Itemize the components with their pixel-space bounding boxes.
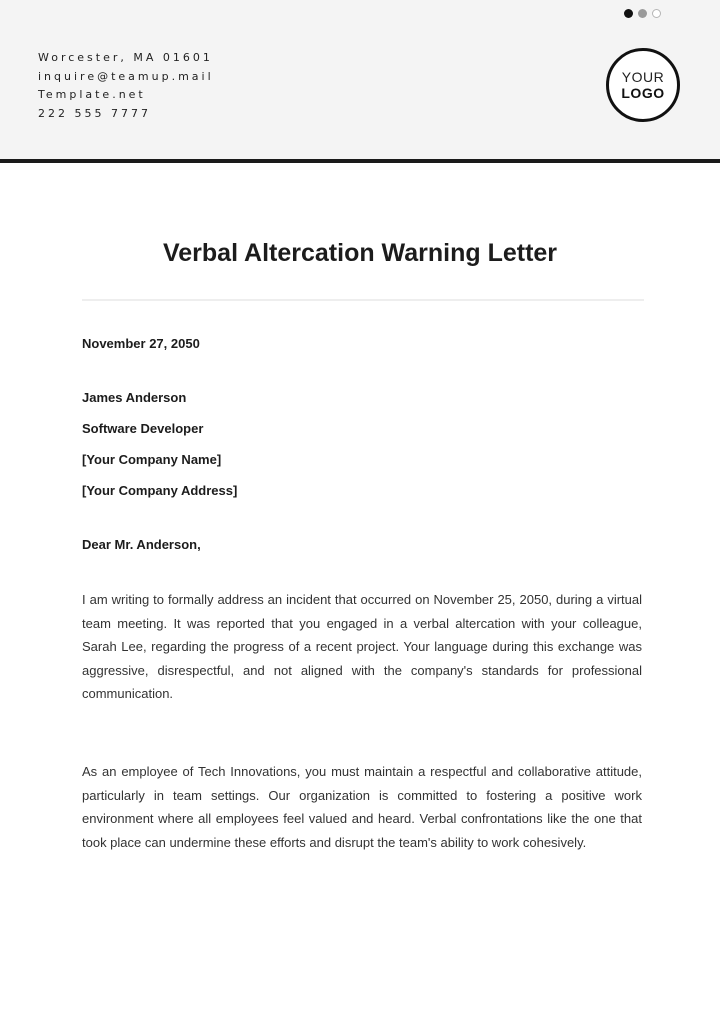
salutation: Dear Mr. Anderson, (82, 537, 201, 552)
page-dot[interactable] (638, 9, 647, 18)
recipient-name: James Anderson (82, 390, 187, 405)
contact-email: inquire@teamup.mail (38, 69, 214, 83)
body-paragraph: As an employee of Tech Innovations, you must maintain a respectful and collaborative attitude, particularly in team settings. Our organization is committed to fostering a positive work environment where all employees feel valued and heard. Verbal confrontations like the one that took place can undermine these efforts and disrupt the team's ability to work cohesively. (82, 764, 642, 850)
company-logo (606, 48, 680, 122)
contact-website: Template.net (38, 88, 146, 101)
letter-title: Verbal Altercation Warning Letter (162, 239, 558, 267)
recipient-company: [Your Company Name] (82, 452, 222, 467)
contact-block (38, 49, 214, 123)
recipient-company-address: [Your Company Address] (82, 483, 238, 498)
page-dot[interactable] (652, 9, 661, 18)
contact-address: Worcester, MA 01601 (38, 51, 213, 64)
body-paragraph: I am writing to formally address an incident that occurred on November 25, 2050, during a virtual team meeting. It was reported that you engaged in a verbal altercation with your colleague, Sarah Lee, regarding the progress of a recent project. Your language during this exchange was aggressive, disrespectful, and not aligned with the company's standards for professional communication. (82, 592, 642, 702)
logo-text-line1: YOUR (621, 69, 665, 85)
title-divider (82, 299, 644, 301)
recipient-position: Software Developer (82, 421, 204, 436)
letter-date: November 27, 2050 (82, 336, 200, 351)
letterhead (0, 0, 720, 160)
page-dot-active[interactable] (624, 9, 633, 18)
logo-text-line2: LOGO (621, 85, 665, 101)
contact-phone: 222 555 7777 (38, 106, 151, 120)
header-divider (0, 159, 720, 163)
page-indicator (624, 9, 661, 18)
